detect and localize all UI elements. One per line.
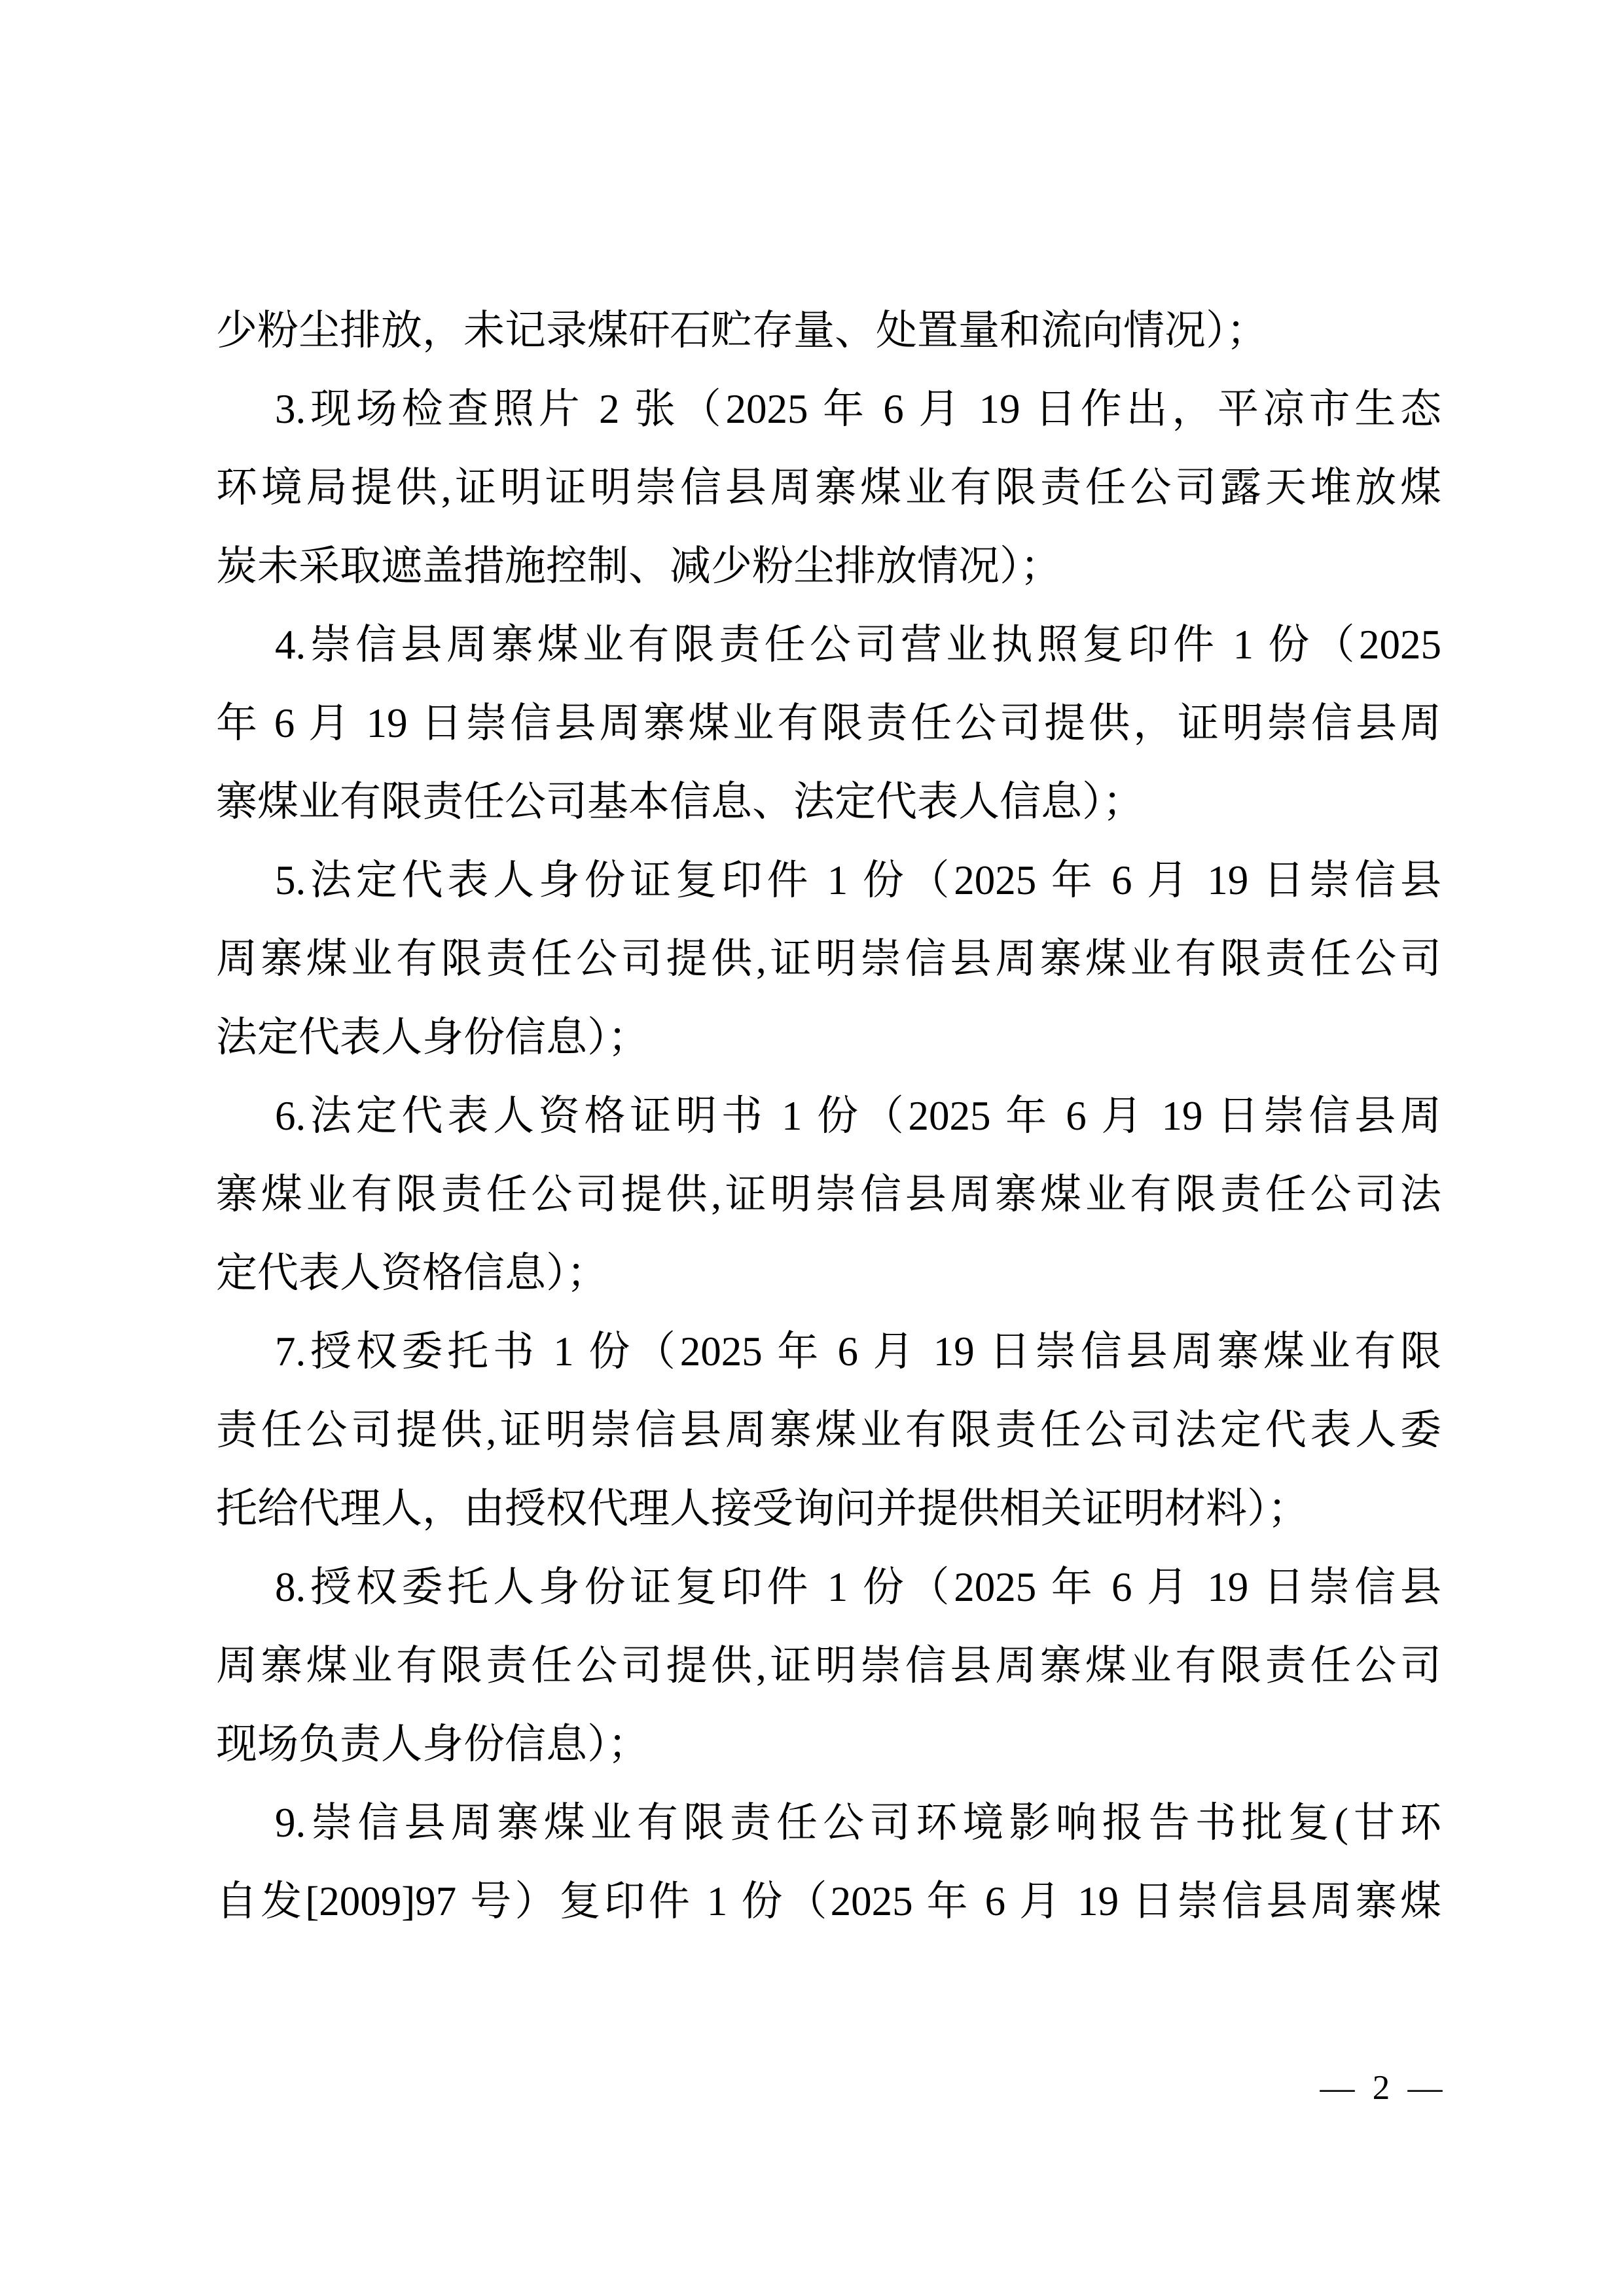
- text-line: 环境局提供,证明证明崇信县周寨煤业有限责任公司露天堆放煤: [216, 465, 1441, 511]
- text-line: 炭未采取遮盖措施控制、减少粉尘排放情况）；: [216, 543, 1062, 589]
- text-line: 年 6 月 19 日崇信县周寨煤业有限责任公司提供，证明崇信县周: [216, 700, 1441, 746]
- text-line: 自发[2009]97 号）复印件 1 份（2025 年 6 月 19 日崇信县周寨煤: [216, 1878, 1441, 1924]
- text-line: 寨煤业有限责任公司提供,证明崇信县周寨煤业有限责任公司法: [216, 1172, 1441, 1217]
- text-line: 3.现场检查照片 2 张（2025 年 6 月 19 日作出，平凉市生态: [275, 386, 1441, 432]
- text-line: 责任公司提供,证明崇信县周寨煤业有限责任公司法定代表人委: [216, 1407, 1441, 1453]
- text-line: 周寨煤业有限责任公司提供,证明崇信县周寨煤业有限责任公司: [216, 936, 1441, 982]
- text-line: 法定代表人身份信息）；: [216, 1014, 649, 1060]
- text-line: 寨煤业有限责任公司基本信息、法定代表人信息）；: [216, 779, 1144, 825]
- text-line: 定代表人资格信息）；: [216, 1250, 608, 1296]
- document-body: [216, 291, 1441, 1941]
- text-line: 5.法定代表人身份证复印件 1 份（2025 年 6 月 19 日崇信县: [275, 857, 1441, 903]
- text-line: 7.授权委托书 1 份（2025 年 6 月 19 日崇信县周寨煤业有限: [275, 1329, 1441, 1374]
- text-line: 现场负责人身份信息）；: [216, 1721, 649, 1767]
- text-line: 9.崇信县周寨煤业有限责任公司环境影响报告书批复(甘环: [275, 1800, 1441, 1846]
- text-line: 4.崇信县周寨煤业有限责任公司营业执照复印件 1 份（2025: [275, 622, 1441, 668]
- text-line: 6.法定代表人资格证明书 1 份（2025 年 6 月 19 日崇信县周: [275, 1093, 1441, 1139]
- text-line: 8.授权委托人身份证复印件 1 份（2025 年 6 月 19 日崇信县: [275, 1564, 1441, 1610]
- page-number: — 2 —: [1320, 2069, 1443, 2107]
- text-line: 周寨煤业有限责任公司提供,证明崇信县周寨煤业有限责任公司: [216, 1643, 1441, 1689]
- text-line: 托给代理人，由授权代理人接受询问并提供相关证明材料）；: [216, 1486, 1309, 1532]
- text-line: 少粉尘排放，未记录煤矸石贮存量、处置量和流向情况）；: [216, 308, 1268, 353]
